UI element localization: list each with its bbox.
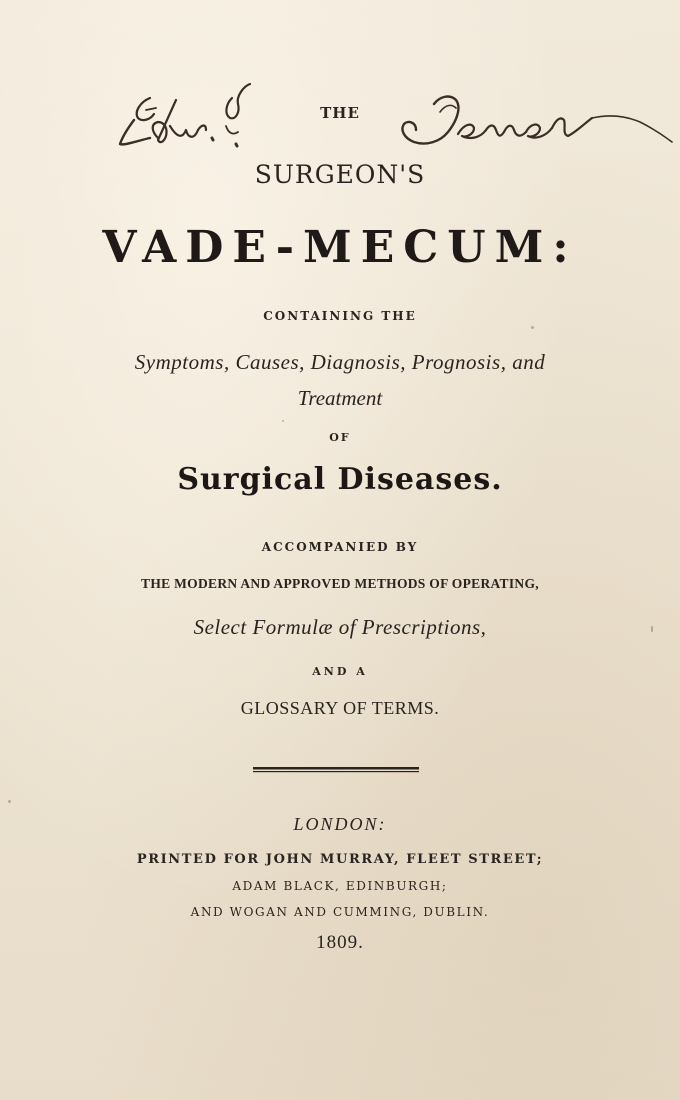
- title-the: THE: [320, 104, 360, 122]
- containing-line: CONTAINING THE: [263, 309, 417, 323]
- subjects-line-2: Treatment: [297, 386, 383, 410]
- paper-fleck: [8, 800, 11, 803]
- imprint-printer: PRINTED FOR JOHN MURRAY, FLEET STREET;: [136, 852, 544, 867]
- paper-fleck: [651, 626, 653, 632]
- imprint-year: 1809.: [316, 932, 364, 953]
- surgical-diseases-heading: Surgical Diseases.: [177, 462, 503, 497]
- imprint-dublin: AND WOGAN AND CUMMING, DUBLIN.: [190, 905, 490, 919]
- glossary-line: GLOSSARY OF TERMS.: [240, 698, 440, 718]
- accompanied-by-line: ACCOMPANIED BY: [261, 540, 419, 554]
- subjects-line-1: Symptoms, Causes, Diagnosis, Prognosis, and: [134, 350, 546, 374]
- imprint-city: LONDON:: [293, 814, 387, 834]
- formulae-line: Select Formulæ of Prescriptions,: [193, 615, 487, 639]
- main-title: VADE-MECUM:: [102, 222, 578, 273]
- and-a-line: AND A: [312, 665, 368, 678]
- paper-fleck: [531, 326, 534, 329]
- paper-fleck: [282, 420, 284, 422]
- imprint-edinburgh: ADAM BLACK, EDINBURGH;: [232, 879, 448, 893]
- of-line: OF: [329, 431, 351, 444]
- decorative-rule: [253, 766, 419, 774]
- methods-line: THE MODERN AND APPROVED METHODS OF OPERATING,: [141, 576, 539, 591]
- title-surgeons: SURGEON'S: [254, 160, 426, 189]
